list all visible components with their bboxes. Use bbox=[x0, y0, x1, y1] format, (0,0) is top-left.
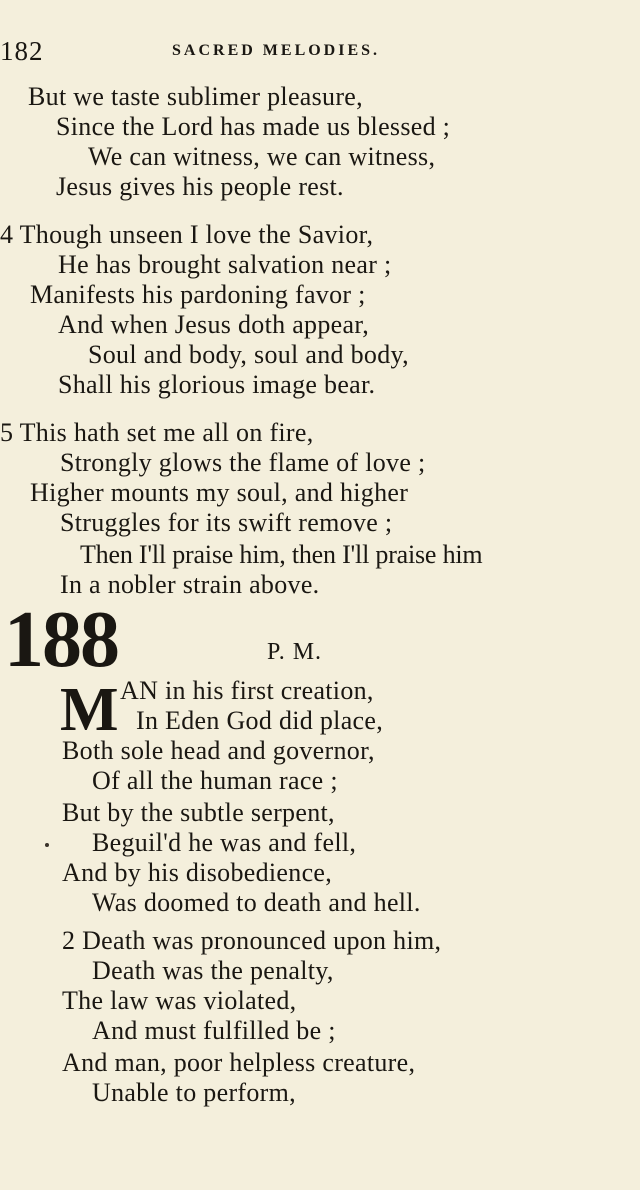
verse-line: But by the subtle serpent, bbox=[62, 798, 335, 827]
verse-line: And by his disobedience, bbox=[62, 858, 333, 887]
verse-line: In Eden God did place, bbox=[136, 706, 384, 735]
ink-speck bbox=[45, 843, 49, 847]
verse-line: And when Jesus doth appear, bbox=[58, 310, 370, 339]
stanza-5-first-line: 5 This hath set me all on fire, bbox=[0, 418, 314, 447]
verse-line: But we taste sublimer pleasure, bbox=[28, 82, 363, 111]
verse-line: He has brought salvation near ; bbox=[58, 250, 392, 279]
page-number: 182 bbox=[0, 36, 44, 66]
verse-line: Then I'll praise him, then I'll praise him bbox=[80, 540, 483, 569]
hymn-first-line: AN in his first creation, bbox=[120, 676, 374, 705]
drop-cap: M bbox=[60, 676, 119, 744]
stanza-4-first-line: 4 Though unseen I love the Savior, bbox=[0, 220, 374, 249]
hymn-number: 188 bbox=[4, 596, 118, 684]
verse-line: The law was violated, bbox=[62, 986, 297, 1015]
verse-line: Shall his glorious image bear. bbox=[58, 370, 376, 399]
verse-line: In a nobler strain above. bbox=[60, 570, 320, 599]
verse-line: And man, poor helpless creature, bbox=[62, 1048, 416, 1077]
verse-line: Death was the penalty, bbox=[92, 956, 334, 985]
verse-line: Higher mounts my soul, and higher bbox=[30, 478, 409, 507]
verse-line: Both sole head and governor, bbox=[62, 736, 375, 765]
verse-line: Strongly glows the flame of love ; bbox=[60, 448, 426, 477]
stanza-2-first-line: 2 Death was pronounced upon him, bbox=[62, 926, 442, 955]
verse-line: Soul and body, soul and body, bbox=[88, 340, 409, 369]
verse-line: Beguil'd he was and fell, bbox=[92, 828, 357, 857]
page-header bbox=[0, 36, 640, 66]
verse-line: We can witness, we can witness, bbox=[88, 142, 436, 171]
verse-line: Of all the human race ; bbox=[92, 766, 338, 795]
hymn-meter: P. M. bbox=[267, 639, 323, 665]
verse-line: Struggles for its swift remove ; bbox=[60, 508, 393, 537]
verse-line: Since the Lord has made us blessed ; bbox=[56, 112, 451, 141]
verse-line: And must fulfilled be ; bbox=[92, 1016, 336, 1045]
verse-line: Jesus gives his people rest. bbox=[56, 172, 344, 201]
verse-line: Unable to perform, bbox=[92, 1078, 296, 1107]
running-title: SACRED MELODIES. bbox=[172, 42, 381, 59]
verse-line: Was doomed to death and hell. bbox=[92, 888, 421, 917]
verse-line: Manifests his pardoning favor ; bbox=[30, 280, 366, 309]
